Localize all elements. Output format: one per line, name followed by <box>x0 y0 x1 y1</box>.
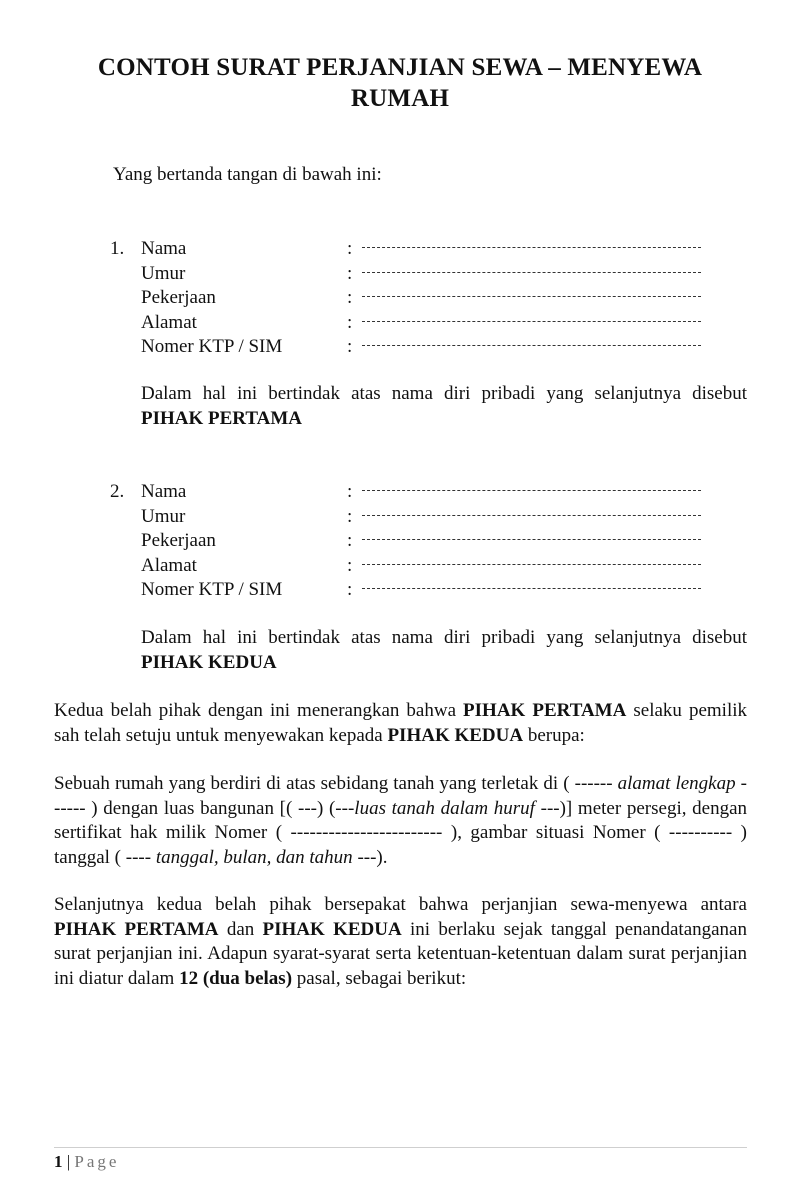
para-text: ini berlaku sejak tanggal penandatanganan surat perjanjian ini. Adapun syarat-syarat serta ketentuan-ketentuan dalam surat perjanjian ini diatur dalam <box>54 918 747 989</box>
field-row-ktp <box>110 335 710 360</box>
document-title <box>60 52 740 114</box>
agreement-paragraph-1 <box>54 699 747 748</box>
party-2-desc-text: Dalam hal ini bertindak atas nama diri pribadi yang selanjutnya disebut <box>141 627 747 648</box>
field-colon: : <box>347 554 353 576</box>
field-label: Nama <box>141 481 187 502</box>
page-number: 1 <box>54 1152 63 1171</box>
party-2-role: PIHAK KEDUA <box>141 651 277 673</box>
field-row-pekerjaan <box>110 529 710 554</box>
fill-in-blank[interactable] <box>362 296 701 297</box>
footer-separator: | <box>66 1152 71 1171</box>
field-label: Umur <box>141 505 186 527</box>
footer-divider <box>54 1147 747 1148</box>
field-colon: : <box>347 238 353 259</box>
para-text: dan <box>218 918 263 940</box>
party-2-number: 2. <box>110 481 125 502</box>
para-text: ---)] meter persegi, dengan sertifikat hak milik Nomer ( ------------------------ ), gambar situasi Nomer ( ---------- ) tanggal ( ---- <box>54 797 748 868</box>
page-footer <box>54 1151 119 1173</box>
field-colon: : <box>347 579 353 600</box>
fill-in-blank[interactable] <box>362 272 701 273</box>
para-italic: luas tanah dalam huruf <box>354 797 535 819</box>
field-colon: : <box>347 530 353 551</box>
para-text: selaku pemilik sah telah setuju untuk menyewakan kepada <box>54 700 748 746</box>
field-row-ktp <box>110 578 710 603</box>
party-1-number: 1. <box>110 238 125 259</box>
field-label: Nomer KTP / SIM <box>141 579 283 600</box>
para-text: ------ ) dengan luas bangunan [( ---) (--- <box>54 773 747 819</box>
field-label: Alamat <box>141 554 197 576</box>
field-label: Alamat <box>141 311 197 333</box>
fill-in-blank[interactable] <box>362 247 701 248</box>
field-label: Umur <box>141 262 186 284</box>
para-bold: PIHAK KEDUA <box>262 918 402 940</box>
para-bold: 12 (dua belas) <box>179 967 293 989</box>
field-row-alamat <box>110 311 710 336</box>
field-colon: : <box>347 311 353 333</box>
field-label: Pekerjaan <box>141 287 216 308</box>
field-colon: : <box>347 336 353 357</box>
party-1-description <box>141 382 747 431</box>
party-2-fields <box>110 480 710 603</box>
field-colon: : <box>347 287 353 308</box>
para-text: ---). <box>352 846 388 868</box>
para-bold: PIHAK PERTAMA <box>463 700 627 721</box>
field-colon: : <box>347 505 353 527</box>
fill-in-blank[interactable] <box>362 588 701 589</box>
agreement-paragraph-3 <box>54 893 747 991</box>
intro-text: Yang bertanda tangan di bawah ini: <box>113 164 382 185</box>
field-row-umur <box>110 262 710 287</box>
field-row-pekerjaan <box>110 286 710 311</box>
fill-in-blank[interactable] <box>362 321 701 322</box>
field-label: Pekerjaan <box>141 530 216 551</box>
field-row-umur <box>110 505 710 530</box>
party-1-desc-text: Dalam hal ini bertindak atas nama diri pribadi yang selanjutnya disebut <box>141 383 747 404</box>
field-row-nama <box>110 480 710 505</box>
field-row-alamat <box>110 554 710 579</box>
party-1-role: PIHAK PERTAMA <box>141 407 302 429</box>
property-description-paragraph <box>54 772 747 870</box>
para-italic: alamat lengkap <box>617 773 736 794</box>
title-line-1: CONTOH SURAT PERJANJIAN SEWA – MENYEWA <box>97 54 703 81</box>
fill-in-blank[interactable] <box>362 539 701 540</box>
field-label: Nama <box>141 238 187 259</box>
field-label: Nomer KTP / SIM <box>141 336 283 357</box>
para-text: Kedua belah pihak dengan ini menerangkan bahwa <box>54 700 464 721</box>
fill-in-blank[interactable] <box>362 345 701 346</box>
field-colon: : <box>347 262 353 284</box>
title-line-2: RUMAH <box>350 85 450 112</box>
para-text: Selanjutnya kedua belah pihak bersepakat bahwa perjanjian sewa-menyewa antara <box>54 894 747 915</box>
page-label: Page <box>74 1152 120 1171</box>
para-italic: tanggal, bulan, dan tahun <box>155 846 353 868</box>
para-bold: PIHAK KEDUA <box>387 724 524 746</box>
field-row-nama <box>110 237 710 262</box>
para-text: pasal, sebagai berikut: <box>292 967 467 989</box>
party-2-description <box>141 626 747 675</box>
party-1-fields <box>110 237 710 360</box>
fill-in-blank[interactable] <box>362 564 701 565</box>
para-text: Sebuah rumah yang berdiri di atas sebidang tanah yang terletak di ( ------ <box>54 773 618 794</box>
para-bold: PIHAK PERTAMA <box>54 918 219 940</box>
para-text: berupa: <box>523 724 585 746</box>
fill-in-blank[interactable] <box>362 490 701 491</box>
fill-in-blank[interactable] <box>362 515 701 516</box>
field-colon: : <box>347 481 353 502</box>
